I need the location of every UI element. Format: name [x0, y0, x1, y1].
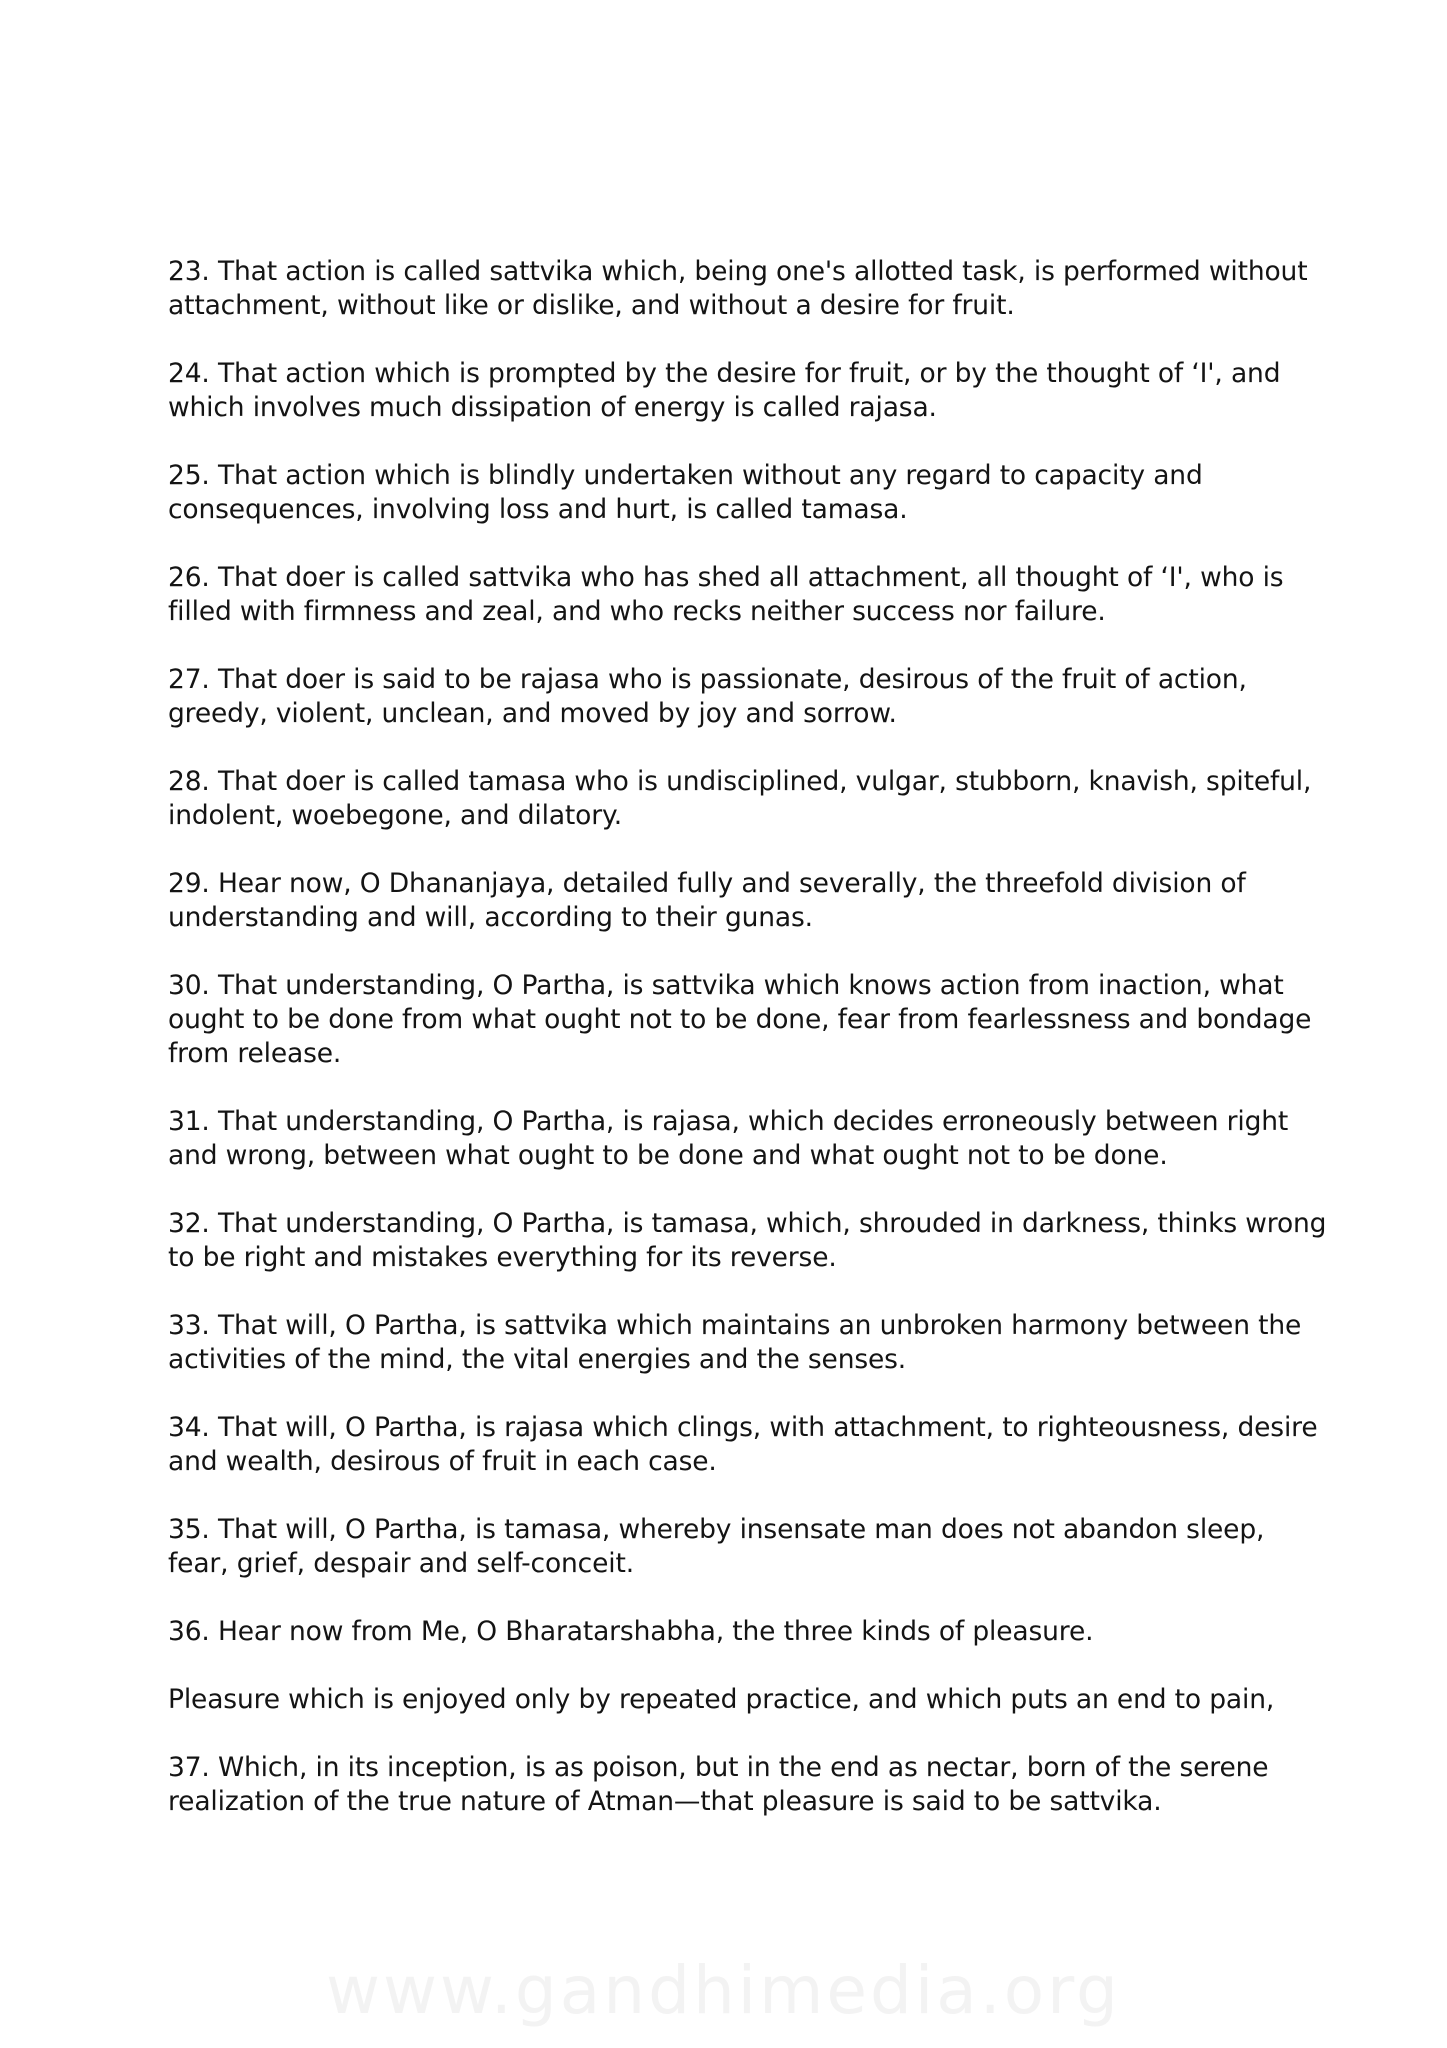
- text-line: 23. That action is called sattvika which, being one's allotted task, is performed without: [168, 256, 1308, 287]
- text-line: and wealth, desirous of fruit in each case.: [168, 1446, 717, 1477]
- text-line: 34. That will, O Partha, is rajasa which clings, with attachment, to righteousness, desire: [168, 1412, 1318, 1443]
- text-line: realization of the true nature of Atman—that pleasure is said to be sattvika.: [168, 1786, 1162, 1817]
- text-line: 30. That understanding, O Partha, is sattvika which knows action from inaction, what: [168, 970, 1284, 1001]
- verse-paragraph: [168, 1411, 1318, 1479]
- text-line: 31. That understanding, O Partha, is rajasa, which decides erroneously between right: [168, 1106, 1289, 1137]
- text-line: and wrong, between what ought to be done and what ought not to be done.: [168, 1140, 1168, 1171]
- text-line: greedy, violent, unclean, and moved by joy and sorrow.: [168, 698, 897, 729]
- text-line: which involves much dissipation of energy is called rajasa.: [168, 392, 937, 423]
- verse-list: [168, 255, 1327, 1853]
- verse-paragraph: [168, 867, 1308, 935]
- text-line: from release.: [168, 1038, 342, 1069]
- verse-paragraph: [168, 1751, 1308, 1819]
- text-line: 24. That action which is prompted by the desire for fruit, or by the thought of ‘I', and: [168, 358, 1281, 389]
- text-line: 35. That will, O Partha, is tamasa, whereby insensate man does not abandon sleep,: [168, 1514, 1265, 1545]
- verse-paragraph: [168, 561, 1308, 629]
- text-line: understanding and will, according to their gunas.: [168, 902, 813, 933]
- verse-paragraph: [168, 663, 1308, 731]
- verse-paragraph: [168, 1615, 1308, 1649]
- text-line: 26. That doer is called sattvika who has shed all attachment, all thought of ‘I', who is: [168, 562, 1284, 593]
- text-line: 28. That doer is called tamasa who is undisciplined, vulgar, stubborn, knavish, spiteful,: [168, 766, 1312, 797]
- verse-paragraph: [168, 357, 1308, 425]
- text-line: 27. That doer is said to be rajasa who is passionate, desirous of the fruit of action,: [168, 664, 1247, 695]
- verse-paragraph: [168, 765, 1312, 833]
- verse-paragraph: [168, 459, 1308, 527]
- text-line: ought to be done from what ought not to be done, fear from fearlessness and bondage: [168, 1004, 1312, 1035]
- verse-paragraph: [168, 969, 1312, 1071]
- text-line: Pleasure which is enjoyed only by repeated practice, and which puts an end to pain,: [168, 1684, 1275, 1715]
- text-line: activities of the mind, the vital energies and the senses.: [168, 1344, 907, 1375]
- verse-paragraph: [168, 1683, 1308, 1717]
- text-line: 37. Which, in its inception, is as poison, but in the end as nectar, born of the serene: [168, 1752, 1269, 1783]
- verse-paragraph: [168, 1105, 1308, 1173]
- text-line: 29. Hear now, O Dhananjaya, detailed fully and severally, the threefold division of: [168, 868, 1246, 899]
- verse-paragraph: [168, 1207, 1327, 1275]
- text-line: attachment, without like or dislike, and without a desire for fruit.: [168, 290, 1015, 321]
- text-line: to be right and mistakes everything for its reverse.: [168, 1242, 837, 1273]
- text-line: 33. That will, O Partha, is sattvika which maintains an unbroken harmony between the: [168, 1310, 1302, 1341]
- text-line: 32. That understanding, O Partha, is tamasa, which, shrouded in darkness, thinks wrong: [168, 1208, 1327, 1239]
- watermark: www.gandhimedia.org: [326, 1952, 1121, 2029]
- text-line: fear, grief, despair and self-conceit.: [168, 1548, 634, 1579]
- text-line: 36. Hear now from Me, O Bharatarshabha, the three kinds of pleasure.: [168, 1616, 1094, 1647]
- text-line: indolent, woebegone, and dilatory.: [168, 800, 622, 831]
- text-line: consequences, involving loss and hurt, is called tamasa.: [168, 494, 908, 525]
- verse-paragraph: [168, 1309, 1308, 1377]
- text-line: 25. That action which is blindly undertaken without any regard to capacity and: [168, 460, 1203, 491]
- verse-paragraph: [168, 255, 1308, 323]
- text-line: filled with firmness and zeal, and who recks neither success nor failure.: [168, 596, 1106, 627]
- verse-paragraph: [168, 1513, 1308, 1581]
